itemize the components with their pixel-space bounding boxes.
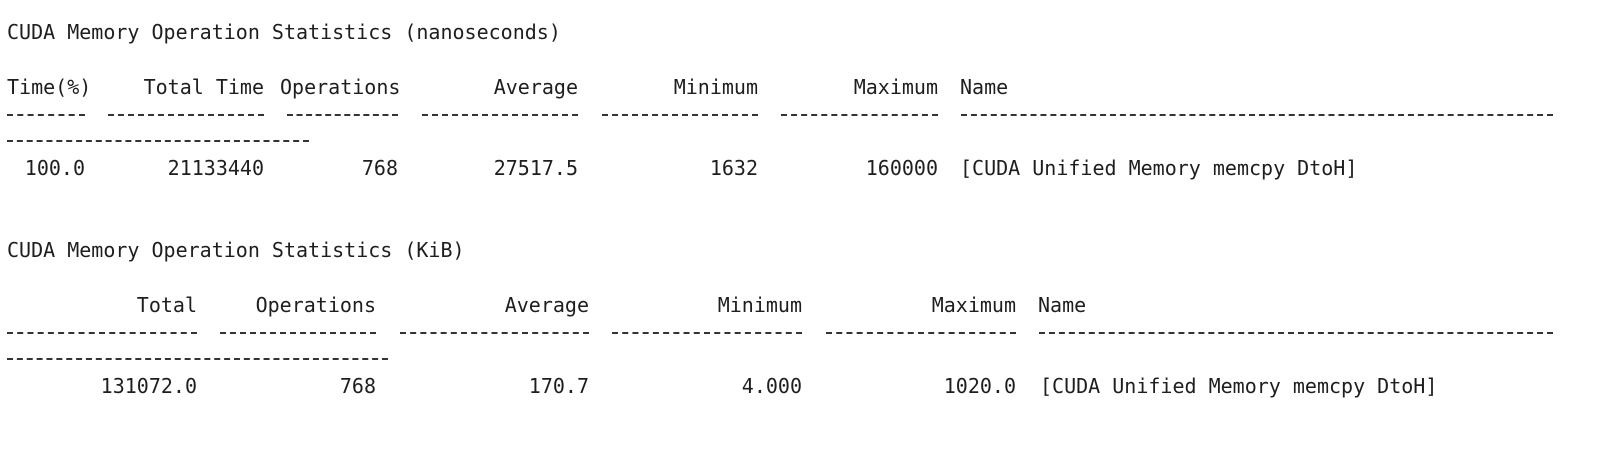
header-average: Average <box>504 293 589 317</box>
section1-title: CUDA Memory Operation Statistics (nanoseconds) <box>7 20 561 44</box>
row-average: 170.7 <box>528 374 589 398</box>
row-time-pct: 100.0 <box>24 156 85 180</box>
row-minimum: 1632 <box>709 156 758 180</box>
row-total-time: 21133440 <box>167 156 264 180</box>
header-time-pct: Time(%) <box>7 75 92 99</box>
row-maximum: 1020.0 <box>943 374 1016 398</box>
header-maximum: Maximum <box>931 293 1016 317</box>
row-minimum: 4.000 <box>741 374 802 398</box>
row-total: 131072.0 <box>100 374 197 398</box>
header-operations: Operations <box>280 75 401 99</box>
header-maximum: Maximum <box>853 75 938 99</box>
header-average: Average <box>493 75 578 99</box>
header-total: Total <box>136 293 197 317</box>
header-name: Name <box>1038 293 1087 317</box>
header-name: Name <box>960 75 1009 99</box>
header-total-time: Total Time <box>143 75 264 99</box>
row-name: [CUDA Unified Memory memcpy DtoH] <box>960 156 1358 180</box>
header-operations: Operations <box>255 293 376 317</box>
header-minimum: Minimum <box>717 293 802 317</box>
row-name: [CUDA Unified Memory memcpy DtoH] <box>1040 374 1438 398</box>
section2-title: CUDA Memory Operation Statistics (KiB) <box>7 238 465 262</box>
header-minimum: Minimum <box>673 75 758 99</box>
row-maximum: 160000 <box>865 156 938 180</box>
row-average: 27517.5 <box>493 156 578 180</box>
row-operations: 768 <box>361 156 398 180</box>
row-operations: 768 <box>339 374 376 398</box>
